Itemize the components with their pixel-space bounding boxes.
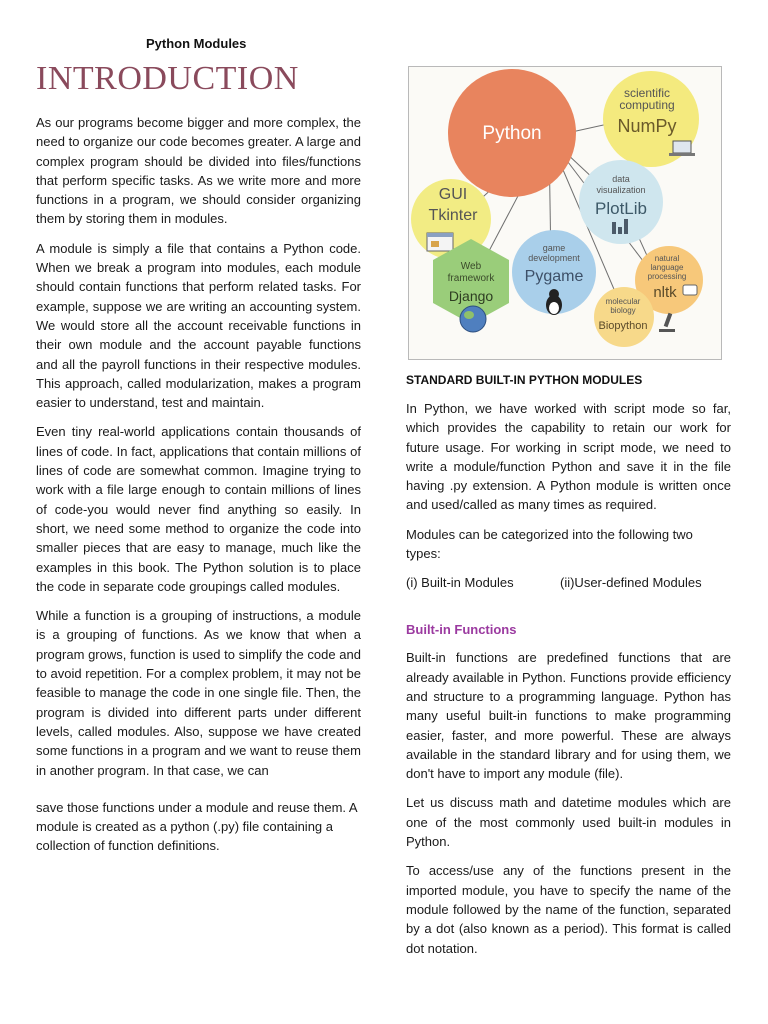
nltk-caption-1: natural — [654, 254, 680, 263]
pygame-label: Pygame — [524, 268, 584, 285]
pygame-caption-1: game — [542, 243, 566, 253]
biopython-bubble — [594, 287, 654, 347]
intro-paragraph-3: Even tiny real-world applications contain thousands of lines of code. In fact, applications that contain millions of lines of code are somewhat common. Imagine trying to work with a file large enough to contain millions of lines of code-you would never find anything so easily. In short, we need some method to organize the code into smaller pieces that are easy to manage, much like the examples in this book. The Python solution is to place the code in separate code groupings called modules. — [36, 424, 361, 594]
plotlib-label: PlotLib — [595, 199, 647, 218]
django-caption-1: Web — [460, 261, 482, 272]
introduction-heading: INTRODUCTION — [36, 60, 299, 97]
django-caption-2: framework — [447, 273, 495, 284]
tkinter-label: Tkinter — [428, 207, 478, 224]
page-header: Python Modules — [146, 36, 247, 51]
plotlib-caption-1: data — [612, 174, 630, 184]
biopython-caption-2: biology — [610, 306, 636, 315]
builtin-paragraph-1: Built-in functions are predefined functions that are already available in Python. Functions provide efficiency and structure to a programming language. Python has many useful built-in functions to make programming easier, faster, and more powerful. These are always available in the standard library and for using them, we don't have to import any module (file). — [406, 650, 731, 782]
python-ecosystem-figure — [408, 66, 722, 360]
module-types — [406, 573, 731, 592]
standard-paragraph-1: In Python, we have worked with script mode so far, which provides the capability to retain our work for future usage. For working in script mode, we need to write a module/function Python and save it in the file having .py extension. A Python module is written once and used/called as many times as required. — [406, 401, 731, 513]
django-label: Django — [448, 288, 494, 304]
nltk-caption-2: language — [650, 263, 684, 272]
intro-paragraph-2: A module is simply a file that contains a Python code. When we break a program into modules, each module should contain functions that perform related tasks. For example, suppose we are writing an accounting system. We would store all the account receivable functions in their own module and the account payable functions and all the payroll functions in their respective modules. This approach, called modularization, makes a program easier to understand, test and maintain. — [36, 240, 361, 411]
laptop-icon — [669, 141, 695, 156]
builtin-paragraph-3: To access/use any of the functions present in the imported module, you have to specify the name of the module followed by the name of the function, separated by a dot (also known as a period). This format is called dot notation. — [406, 863, 731, 956]
window-icon — [427, 233, 453, 251]
numpy-caption-2: computing — [619, 98, 675, 112]
intro-paragraph-1: As our programs become bigger and more complex, the need to organize our code becomes greater. A large and complex program should be divided into files/functions that perform specific tasks. As we write more and more functions in a program, we should consider organizing them by storing them in modules. — [36, 115, 361, 227]
nltk-caption-3: processing — [647, 272, 687, 281]
left-column — [36, 113, 361, 866]
microscope-icon — [659, 313, 675, 332]
biopython-label: Biopython — [598, 320, 648, 332]
globe-icon — [460, 306, 486, 332]
right-column — [406, 371, 731, 968]
numpy-caption-1: scientific — [623, 86, 671, 100]
ecosystem-diagram — [409, 67, 721, 359]
tkinter-caption: GUI — [438, 186, 468, 203]
intro-paragraph-4: While a function is a grouping of instructions, a module is a grouping of functions. As we know that when a program grows, function is used to simplify the code and to avoid repetition. For a complex problem, it may not be feasible to manage the code in one single file. Then, the program is divided into different parts under different levels, called modules. Also, suppose we have created some functions in a program and we want to reuse them in another program. In that case, we can — [36, 608, 361, 778]
type-builtin-modules: (i) Built-in Modules — [406, 575, 514, 591]
standard-modules-heading: STANDARD BUILT-IN PYTHON MODULES — [406, 373, 643, 387]
builtin-functions-heading: Built-in Functions — [406, 622, 517, 638]
standard-paragraph-2: Modules can be categorized into the following two types: — [406, 526, 693, 562]
intro-paragraph-5: save those functions under a module and reuse them. A module is created as a python (.py) file containing a collection of function definitions. — [36, 799, 357, 854]
pygame-caption-2: development — [528, 253, 580, 263]
builtin-paragraph-2: Let us discuss math and datetime modules which are one of the most commonly used built-in modules in Python. — [406, 795, 731, 850]
biopython-caption-1: molecular — [605, 297, 641, 306]
plotlib-caption-2: visualization — [596, 185, 646, 195]
python-label: Python — [482, 123, 542, 144]
nltk-label: nltk — [653, 284, 677, 301]
type-user-defined-modules: (ii)User-defined Modules — [560, 575, 702, 591]
numpy-label: NumPy — [617, 116, 677, 136]
speech-icon — [683, 285, 697, 295]
